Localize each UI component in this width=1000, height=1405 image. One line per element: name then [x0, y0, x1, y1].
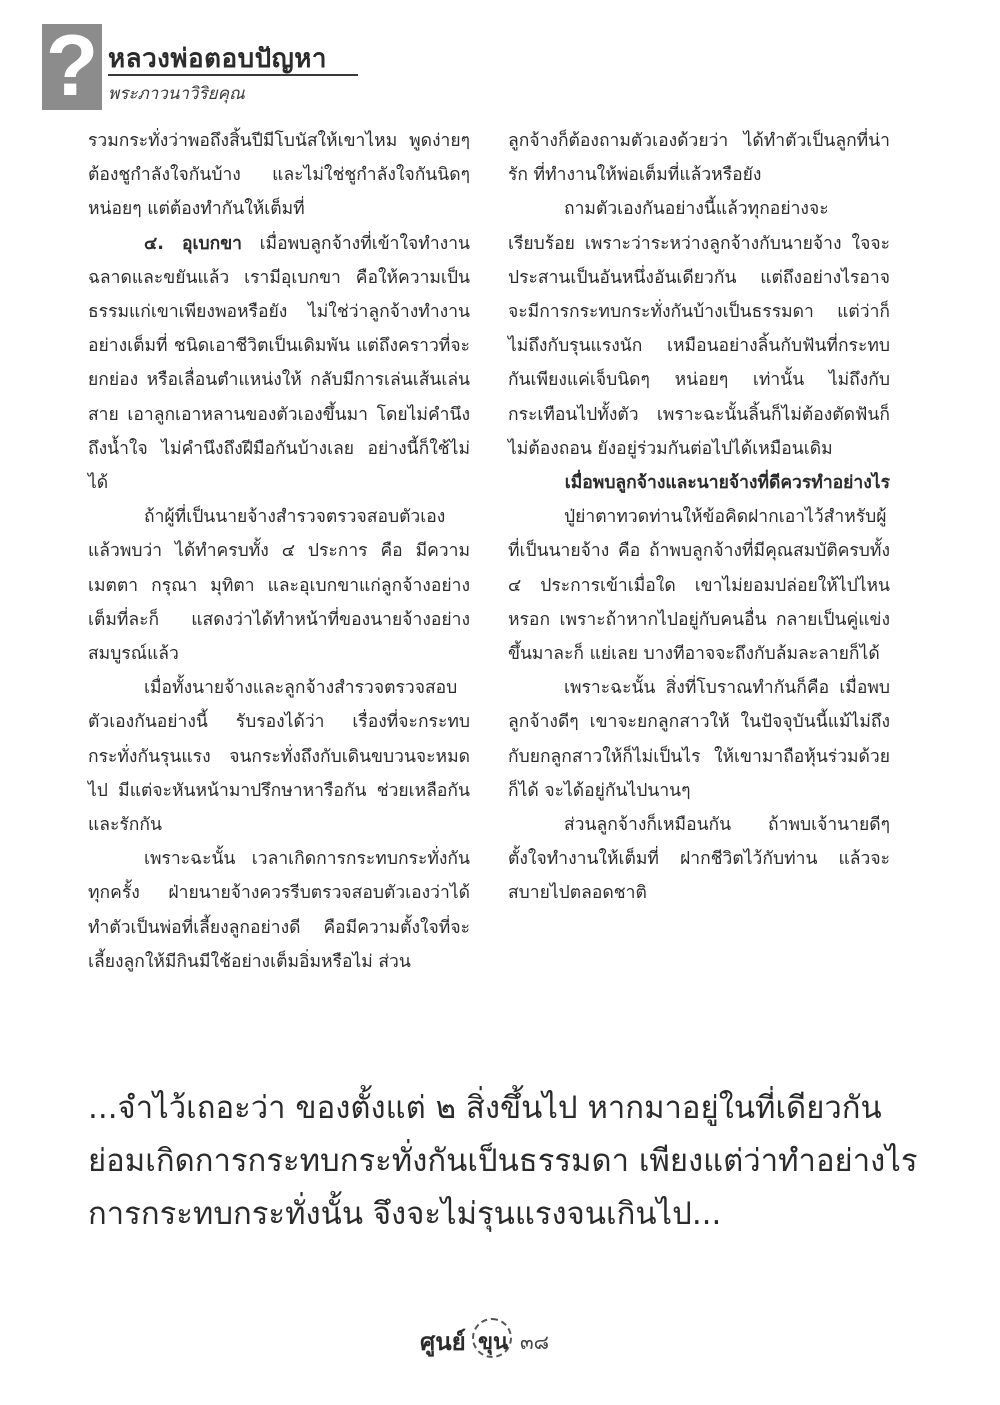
item-text: เมื่อพบลูกจ้างที่เข้าใจทำงานฉลาดและขยันแล้ว เรามีอุเบกขา คือให้ความเป็นธรรมแก่เขาเพียงพอหรือยัง ไม่ใช่ว่าลูกจ้างทำงานอย่างเต็มที่ ชนิดเอาชีวิตเป็นเดิมพัน แต่ถึงคราวที่จะยกย่อง หรือเลื่อนตำแหน่งให้ กลับมีการเล่นเส้นเล่นสาย เอาลูกเอาหลานของตัวเองขึ้นมา โดยไม่คำนึงถึงน้ำใจ ไม่คำนึงถึงฝีมือกันบ้างเลย อย่างนี้ก็ใช้ไม่ได้	[88, 233, 470, 494]
question-mark-icon: ?	[42, 24, 102, 110]
title-underline	[108, 74, 358, 76]
paragraph: เพราะฉะนั้น สิ่งที่โบราณทำกันก็คือ เมื่อพบลูกจ้างดีๆ เขาจะยกลูกสาวให้ ในปัจจุบันนี้แม้ไม่ถึงกับยกลูกสาวให้ก็ไม่เป็นไร ให้เขามาถือหุ้นร่วมด้วยก็ได้ จะได้อยู่กันไปนานๆ	[508, 678, 890, 801]
page-footer	[420, 1318, 590, 1362]
magazine-logo-left: ศูนย์	[420, 1328, 466, 1356]
paragraph: ถ้าผู้ที่เป็นนายจ้างสำรวจตรวจสอบตัวเองแล้วพบว่า ได้ทำครบทั้ง ๔ ประการ คือ มีความเมตตา กรุณา มุทิตา และอุเบกขาแก่ลูกจ้างอย่างเต็มที่ละก็ แสดงว่าได้ทำหน้าที่ของนายจ้างอย่างสมบูรณ์แล้ว	[88, 507, 470, 665]
subheading: เมื่อพบลูกจ้างและนายจ้างที่ดีควรทำอย่างไร	[564, 473, 890, 494]
quote-line: ย่อมเกิดการกระทบกระทั่งกันเป็นธรรมดา เพียงแต่ว่าทำอย่างไร	[88, 1143, 918, 1179]
quote-line: การกระทบกระทั่งนั้น จึงจะไม่รุนแรงจนเกินไป...	[88, 1196, 722, 1232]
paragraph: เพราะฉะนั้น เวลาเกิดการกระทบกระทั่งกันทุกครั้ง ฝ่ายนายจ้างควรรีบตรวจสอบตัวเองว่าได้ทำตัวเป็นพ่อที่เลี้ยงลูกอย่างดี คือมีความตั้งใจที่จะเลี้ยงลูกให้มีกินมีใช้อย่างเต็มอิ่มหรือไม่ ส่วน	[88, 849, 470, 972]
pull-quote	[88, 1082, 918, 1241]
page-number: ๓๘	[520, 1330, 550, 1354]
right-column	[508, 124, 890, 911]
paragraph: ส่วนลูกจ้างก็เหมือนกัน ถ้าพบเจ้านายดีๆ ตั้งใจทำงานให้เต็มที่ ฝากชีวิตไว้กับท่าน แล้วจะสบายไปตลอดชาติ	[508, 815, 890, 904]
magazine-logo-right: ขุน	[478, 1330, 509, 1355]
paragraph: เมื่อทั้งนายจ้างและลูกจ้างสำรวจตรวจสอบตัวเองกันอย่างนี้ รับรองได้ว่า เรื่องที่จะกระทบกระทั่งกันรุนแรง จนกระทั่งถึงกับเดินขบวนจะหมดไป มีแต่จะหันหน้ามาปรึกษาหารือกัน ช่วยเหลือกัน และรักกัน	[88, 678, 470, 836]
paragraph: ถามตัวเองกันอย่างนี้แล้วทุกอย่างจะเรียบร้อย เพราะว่าระหว่างลูกจ้างกับนายจ้าง ใจจะประสานเป็นอันหนึ่งอันเดียวกัน แต่ถึงอย่างไรอาจจะมีการกระทบกระทั่งกันบ้างเป็นธรรมดา แต่ว่าก็ไม่ถึงกับรุนแรงนัก เหมือนอย่างลิ้นกับฟันที่กระทบกันเพียงแค่เจ็บนิดๆ หน่อยๆ เท่านั้น ไม่ถึงกับกระเทือนไปทั้งตัว เพราะฉะนั้นลิ้นก็ไม่ต้องตัดฟันก็ไม่ต้องถอน ยังอยู่ร่วมกันต่อไปได้เหมือนเดิม	[508, 199, 890, 459]
section-title: หลวงพ่อตอบปัญหา	[108, 44, 328, 74]
paragraph	[88, 227, 470, 501]
paragraph: ลูกจ้างก็ต้องถามตัวเองด้วยว่า ได้ทำตัวเป็นลูกที่น่ารัก ที่ทำงานให้พ่อเต็มที่แล้วหรือยัง	[508, 131, 890, 186]
quote-line: ...จำไว้เถอะว่า ของตั้งแต่ ๒ สิ่งขึ้นไป หากมาอยู่ในที่เดียวกัน	[88, 1090, 882, 1126]
item-label: ๔. อุเบกขา	[144, 233, 242, 254]
author-name: พระภาวนาวิริยคุณ	[108, 84, 245, 104]
paragraph: ปู่ย่าตาทวดท่านให้ข้อคิดฝากเอาไว้สำหรับผู้ที่เป็นนายจ้าง คือ ถ้าพบลูกจ้างที่มีคุณสมบัติครบทั้ง ๔ ประการเข้าเมื่อใด เขาไม่ยอมปล่อยให้ไปไหนหรอก เพราะถ้าหากไปอยู่กับคนอื่น กลายเป็นคู่แข่งขึ้นมาละก็ แย่เลย บางทีอาจจะถึงกับล้มละลายก็ได้	[508, 507, 890, 665]
left-column	[88, 124, 470, 979]
paragraph: รวมกระทั่งว่าพอถึงสิ้นปีมีโบนัสให้เขาไหม พูดง่ายๆ ต้องชูกำลังใจกันบ้าง และไม่ใช่ชูกำลังใจกันนิดๆ หน่อยๆ แต่ต้องทำกันให้เต็มที่	[88, 131, 470, 220]
